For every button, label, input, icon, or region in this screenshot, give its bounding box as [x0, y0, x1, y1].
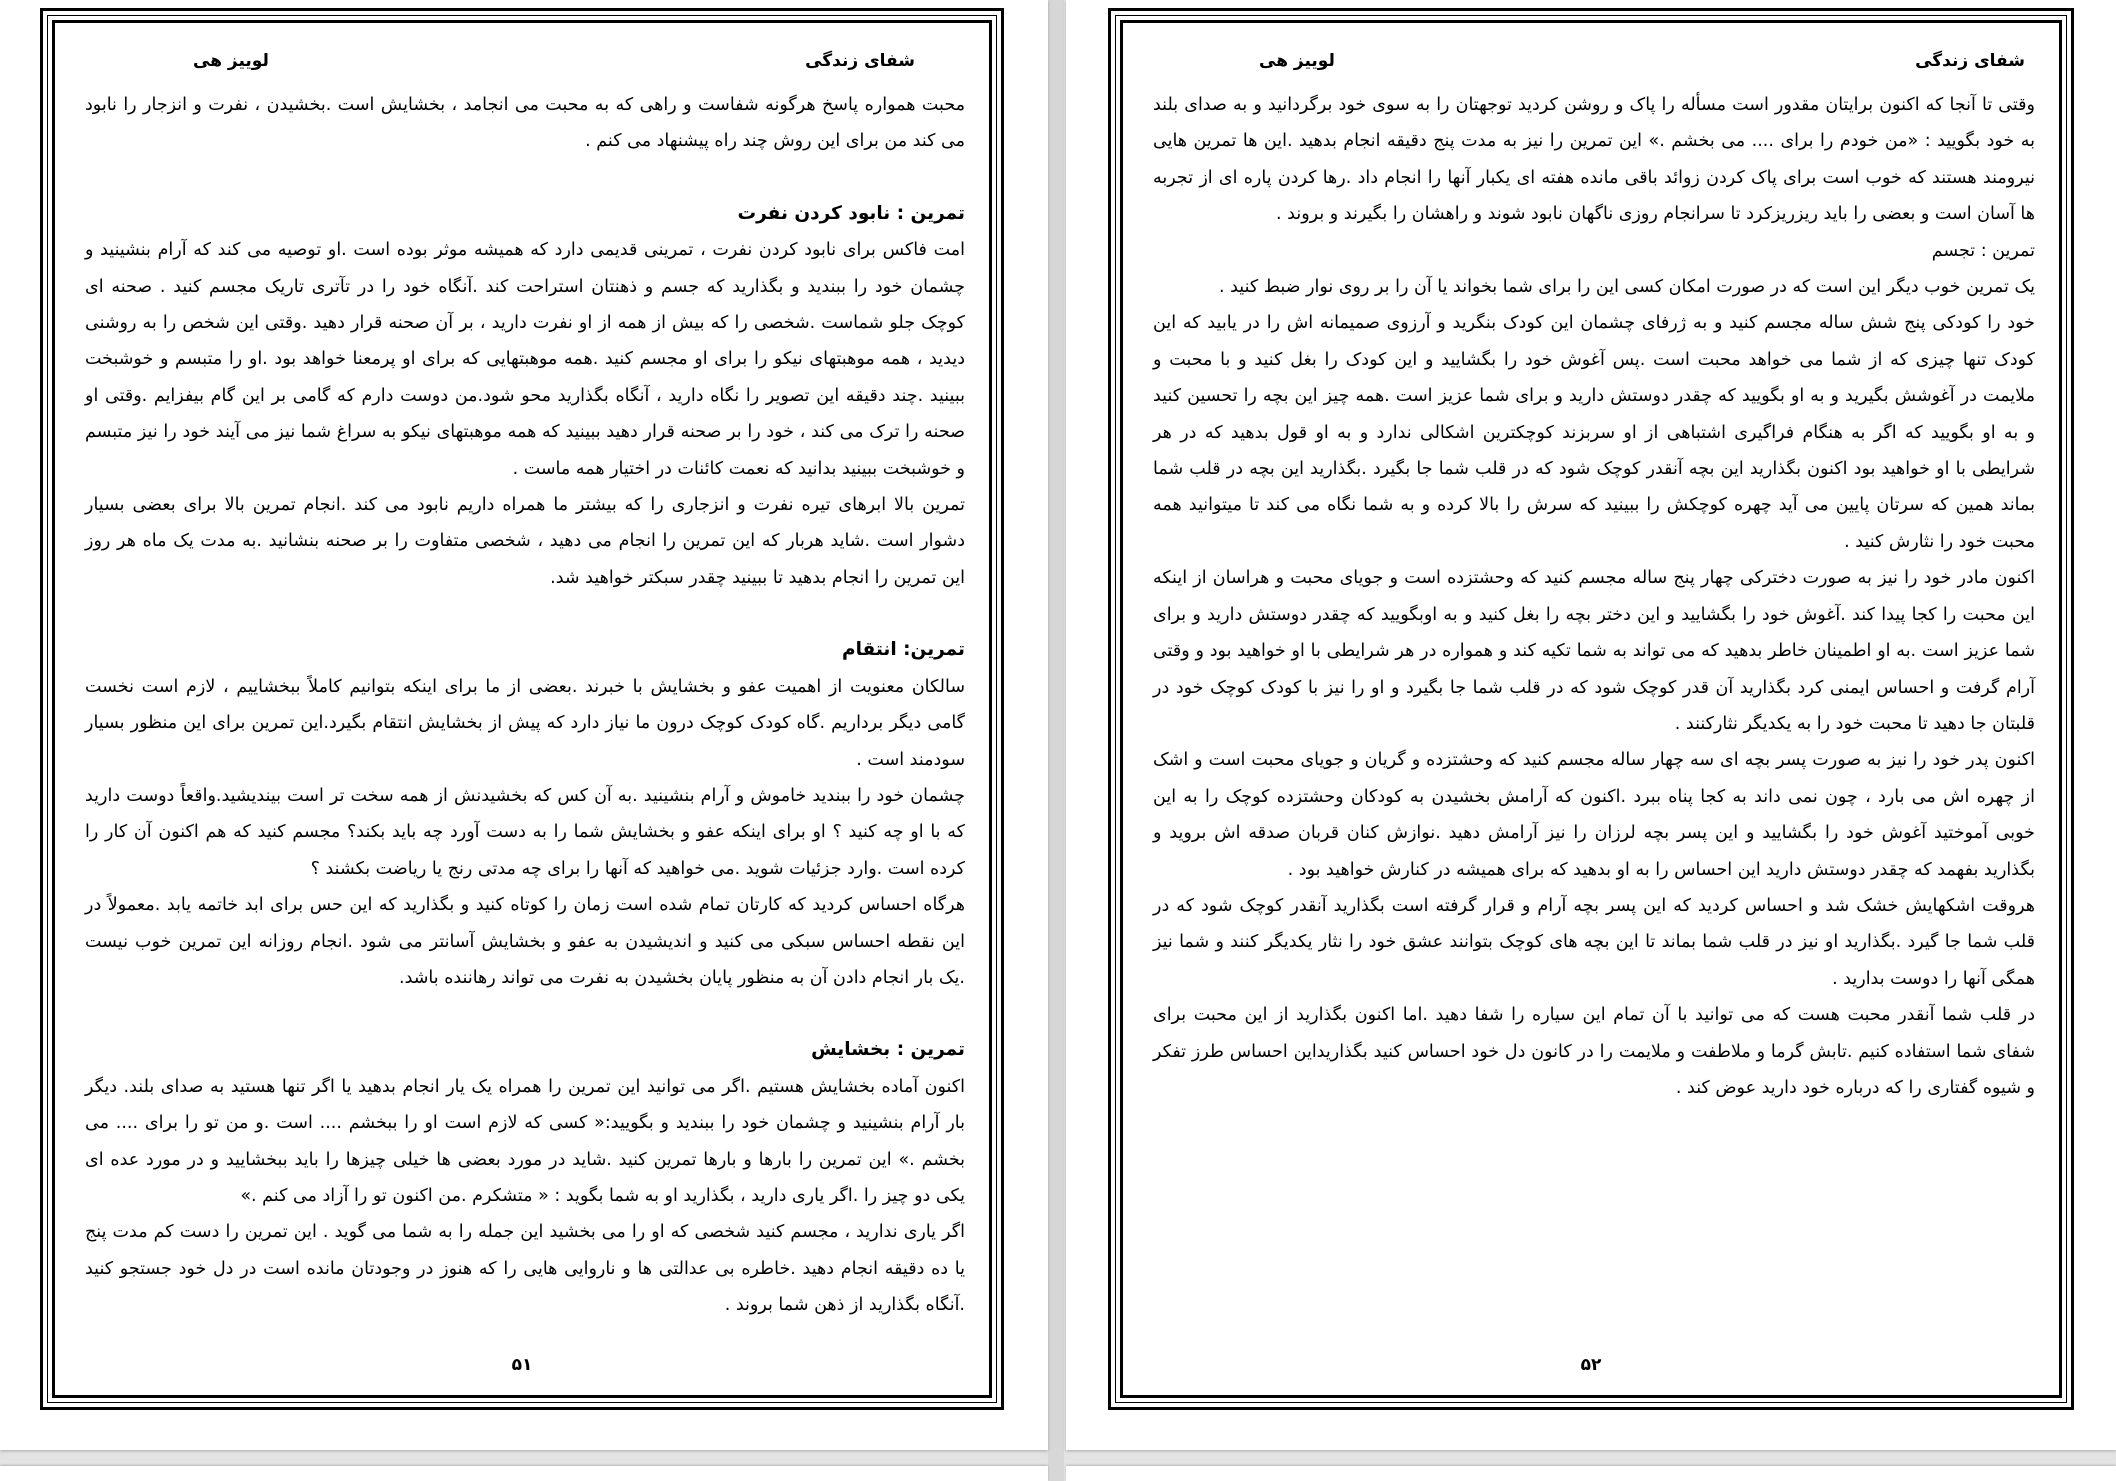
- paragraph: اکنون مادر خود را نیز به صورت دخترکی چهار پنج ساله مجسم کنید که وحشتزده است و جویای محبت و هراسان از اینکه این محبت را کجا پیدا کند .آغوش خود را بگشایید و این دختر بچه را بغل کنید و به اوبگویید که چقدر دوستش دارید و برای شما عزیز است .به او اطمینان خاطر بدهید که می تواند به شما تکیه کند و همواره در هر شرایطی با او خواهید بود و وقتی آرام گرفت و احساس ایمنی کرد بگذارید آن قدر کوچک شود که در قلب شما جا بگیرد و او را نیز با کودک کوچک خود در قلبتان جا دهید تا محبت خود را به یکدیگر نثارکنند .: [1153, 568, 2035, 734]
- page-border: [1108, 8, 2074, 1410]
- paragraph: هروقت اشکهایش خشک شد و احساس کردید که این پسر بچه آرام و قرار گرفته است بگذارید آنقدر کوچک شود که در قلب شما جا گیرد .بگذارید او نیز در قلب شما بماند تا این بچه های کوچک بتوانند عشق خود را نثار یکدیگر کنند و شما نیز همگی آنها را دوست بدارید .: [1153, 895, 2035, 989]
- page-border: [40, 8, 1004, 1410]
- header-book-title: شفای زندگی: [1915, 51, 2025, 71]
- page-number: ۵۱: [511, 1355, 533, 1375]
- page-52: [1066, 0, 2116, 1450]
- paragraph: در قلب شما آنقدر محبت هست که می توانید با آن تمام این سیاره را شفا دهید .اما اکنون بگذارید از این محبت برای شفای شما استفاده کنیم .تابش گرما و ملاطفت و ملایمت را در کانون دل خود احساس کنید بگذاریداین احساس طرز تفکر و شیوه گفتاری را که درباره خود دارید عوض کند .: [1153, 1005, 2035, 1098]
- header-author-name: لوییز هی: [193, 51, 269, 71]
- next-page-edge: [0, 1466, 1048, 1481]
- paragraph: خود را کودکی پنج شش ساله مجسم کنید و به ژرفای چشمان این کودک بنگرید و آرزوی صمیمانه اش را در یابید که این کودک تنها چیزی که از شما می خواهد محبت است .پس آغوش خود را بگشایید و این کودک را بغل کنید و با محبت و ملایمت در آغوشش بگیرید و به او بگویید که چقدر دوستش دارید و برای شما عزیز است .همه چیز این بچه را تحسین کنید و به او بگویید که اگر به هنگام فراگیری اشتباهی از او سربزند کوچکترین اشکالی ندارد و به او قول بدهید که در هر شرایطی با او خواهید بود اکنون بگذارید این بچه آنقدر کوچک شود که در قلب شما جا بگیرد .بگذارید این بچه در قلب شما بماند همین که سرتان پایین می آید چهره کوچکش را ببینید که سرش را بالا کرده و به شما نگاه می کند تا میتوانید همه محبت خود را نثارش کنید .: [1153, 313, 2035, 552]
- page-content: [65, 43, 979, 1375]
- section-heading: تمرین : بخشایش: [811, 1039, 965, 1061]
- page-content: [1133, 43, 2049, 1375]
- header-book-title: شفای زندگی: [805, 51, 915, 71]
- section-heading: تمرین: انتقام: [842, 639, 965, 661]
- section-heading: تمرین : تجسم: [1931, 240, 2035, 261]
- paragraph: سالکان معنویت از اهمیت عفو و بخشایش با خبرند .بعضی از ما برای اینکه بتوانیم کاملاً ببخشاییم ، لازم است نخست گامی دیگر برداریم .گاه کودک کوچک درون ما نیاز دارد که پیش از بخشایش انتقام بگیرد.این تمرین برای این منظور بسیار سودمند است .: [85, 676, 965, 770]
- paragraph: اکنون پدر خود را نیز به صورت پسر بچه ای سه چهار ساله مجسم کنید که وحشتزده و گریان و جویای محبت است و اشک از چهره اش می بارد ، چون نمی داند به کجا پناه ببرد .اکنون که آرامش بخشیدن به کودکان وحشتزده کوچک را به این خوبی آموختید آغوش خود را بگشایید و این پسر بچه لرزان را نیز آرامش دهید .نوازش کنان قربان صدقه اش بروید و بگذارید بفهمد که چقدر دوستش دارید این احساس را به او بدهید که برای همیشه در کنارش خواهید بود .: [1153, 750, 2035, 880]
- body-text: [65, 87, 979, 1324]
- intro-paragraph: محبت همواره پاسخ هرگونه شفاست و راهی که به محبت می انجامد ، بخشایش است .بخشیدن ، نفرت و انزجار را نابود می کند من برای این روش چند راه پیشنهاد می کنم .: [85, 95, 965, 152]
- section-heading: تمرین : نابود کردن نفرت: [737, 202, 965, 224]
- page-gutter: [1048, 0, 1064, 1481]
- header-author-name: لوییز هی: [1259, 51, 1335, 71]
- page-51: [0, 0, 1048, 1450]
- paragraph: هرگاه احساس کردید که کارتان تمام شده است زمان را کوتاه کنید و بگذارید که این حس برای ابد خاتمه یابد .معمولاً در این نقطه احساس سبکی می کنید و اندیشیدن به عفو و بخشایش آسانتر می شود .انجام روزانه این تمرین خوب نیست .یک بار انجام دادن آن به منظور پایان بخشیدن به نفرت می تواند رهاننده باشد.: [85, 895, 965, 988]
- page-number: ۵۲: [1580, 1355, 1602, 1375]
- paragraph: یک تمرین خوب دیگر این است که در صورت امکان کسی این را برای شما بخواند یا آن را بر روی نوار ضبط کنید .: [1218, 277, 2035, 298]
- paragraph: اگر یاری ندارید ، مجسم کنید شخصی که او را می بخشید این جمله را به شما می گوید . این تمرین را دست کم مدت پنج یا ده دقیقه انجام دهید .خاطره بی عدالتی ها و ناروایی هایی را که هنوز در وجودتان مانده است در دل خود جستجو کنید .آنگاه بگذارید از ذهن شما بروند .: [85, 1222, 965, 1316]
- paragraph: امت فاکس برای نابود کردن نفرت ، تمرینی قدیمی دارد که همیشه موثر بوده است .او توصیه می کند که آرام بنشینید و چشمان خود را ببندید و بگذارید که جسم و ذهنتان استراحت کند .آنگاه خود را در تآتری تاریک مجسم کنید . صحنه ای کوچک جلو شماست .شخصی را که بیش از همه از او نفرت دارید ، بر آن صحنه قرار دهید .وقتی این شخص را به روشنی دیدید ، همه موهبتهای نیکو را برای او مجسم کنید .همه موهبتهایی که برای او پرمعنا خواهد بود .او را متبسم و خوشبخت ببینید .چند دقیقه این تصویر را نگاه دارید ، آنگاه بگذارید محو شود.من دوست دارم که گامی بر این گام بیفزایم .وقتی او صحنه را ترک می کند ، خود را بر صحنه قرار دهید ببینید که همه موهبتهای نیکو به سراغ شما نیز می آیند خود را نیز متبسم و خوشبخت ببینید بدانید که نعمت کائنات در اختیار همه ماست .: [85, 240, 965, 479]
- next-page-edge: [1066, 1466, 2116, 1481]
- body-text: [1133, 87, 2049, 1106]
- paragraph: چشمان خود را ببندید خاموش و آرام بنشینید .به آن کس که بخشیدنش از همه سخت تر است بیندیشید.واقعاً دوست دارید که با او چه کنید ؟ او برای اینکه عفو و بخشایش شما را به دست آورد چه باید بکند؟ مجسم کنید که هم اکنون آن کار را کرده است .وارد جزئیات شوید .می خواهید که آنها را برای چه مدتی رنج یا ریاضت بکشند ؟: [85, 785, 965, 879]
- paragraph: تمرین بالا ابرهای تیره نفرت و انزجاری را که بیشتر ما همراه داریم نابود می کند .انجام تمرین بالا برای بعضی بسیار دشوار است .شاید هربار که این تمرین را انجام می دهید ، شخصی متفاوت را بر صحنه بنشانید .به مدت یک ماه هر روز این تمرین را انجام بدهید تا ببینید چقدر سبکتر خواهید شد.: [85, 495, 965, 588]
- paragraph: وقتی تا آنجا که اکنون برایتان مقدور است مسأله را پاک و روشن کردید توجهتان را به سوی خود برگردانید و به صدای بلند به خود بگویید : «من خودم را برای .... می بخشم .» این تمرین را نیز به مدت پنج دقیقه انجام بدهید .این ها تمرین هایی نیرومند هستند که خوب است برای پاک کردن زوائد باقی مانده هفته ای یکبار آنها را انجام داد .رها کردن پاره ای از تجربه ها آسان است و بعضی را باید ریزریزکرد تا سرانجام روزی ناگهان نابود شوند و راهشان را بگیرند و بروند .: [1153, 95, 2035, 225]
- running-header: [65, 43, 979, 73]
- paragraph: اکنون آماده بخشایش هستیم .اگر می توانید این تمرین را همراه یک یار انجام بدهید یا اگر تنها هستید به صدای بلند. دیگر بار آرام بنشینید و چشمان خود را ببندید و بگویید:« کسی که لازم است او را ببخشم .... است .و من تو را برای .... می بخشم .» این تمرین را بارها و بارها تمرین کنید .شاید در مورد بعضی ها خیلی چیزها را باید ببخشایید و در مورد عده ای یکی دو چیز را .اگر یاری دارید ، بگذارید او به شما بگوید : « متشکرم .من اکنون تو را آزاد می کنم .»: [85, 1076, 965, 1206]
- running-header: [1133, 43, 2049, 73]
